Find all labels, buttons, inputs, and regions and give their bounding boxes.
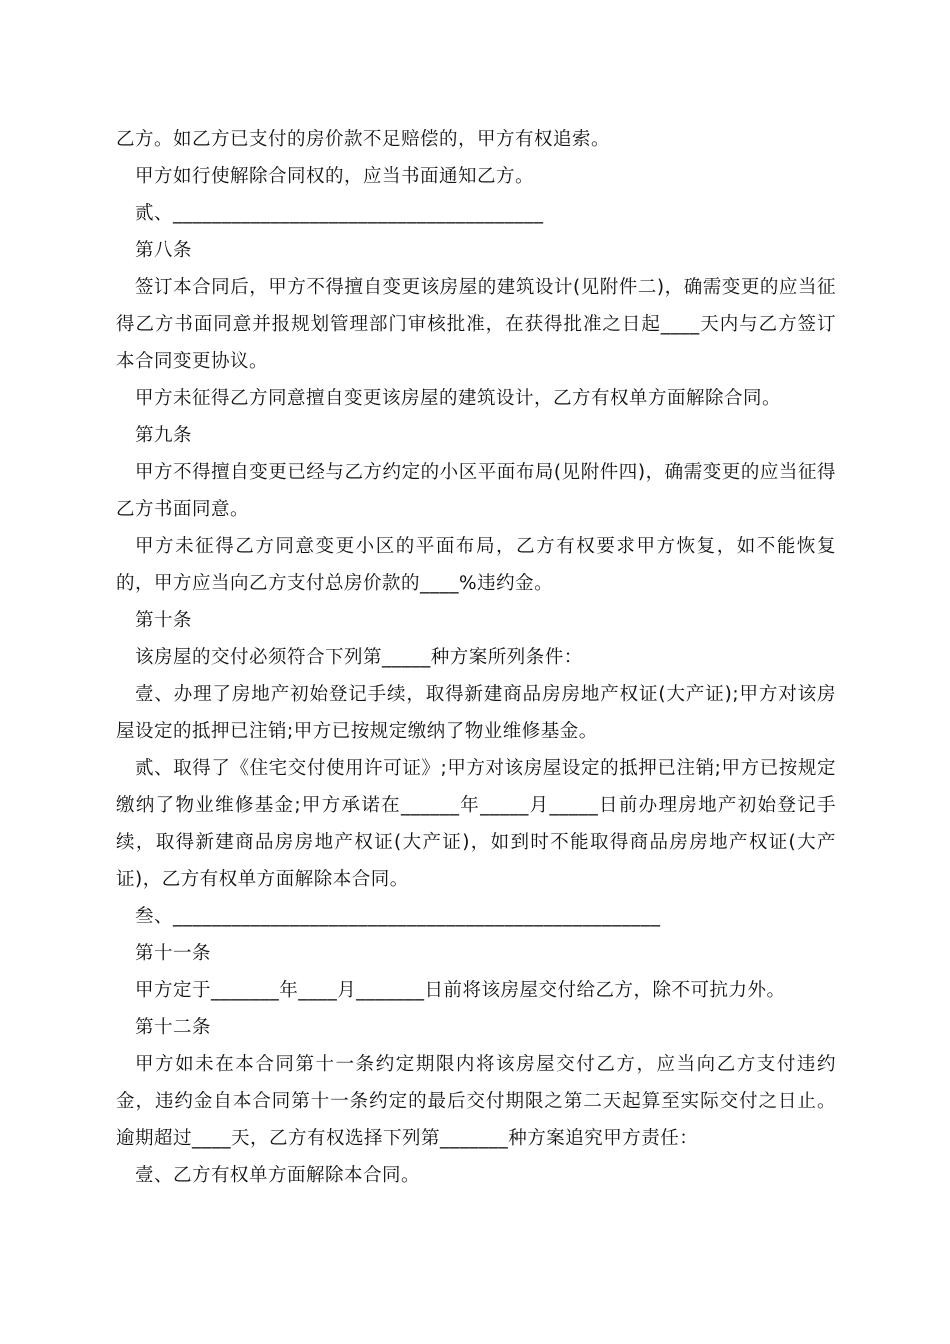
article-11-heading: 第十一条	[135, 943, 212, 964]
article-12-option-1: 壹、乙方有权单方面解除本合同。	[135, 1165, 421, 1186]
article-10-paragraph-1: 该房屋的交付必须符合下列第_____种方案所列条件：	[135, 647, 583, 668]
article-8-heading: 第八条	[135, 240, 193, 261]
paragraph-notice-clause: 甲方如行使解除合同权的，应当书面通知乙方。	[135, 166, 535, 187]
article-12-paragraph-1: 甲方如未在本合同第十一条约定期限内将该房屋交付乙方，应当向乙方支付违约金，违约金自本合同第十一条约定的最后交付期限之第二天起算至实际交付之日止。逾期超过____天，乙方有权选择下列第_______种方案追究甲方责任：	[116, 1054, 836, 1149]
document-body	[116, 121, 836, 1194]
article-8-paragraph-1: 签订本合同后，甲方不得擅自变更该房屋的建筑设计(见附件二)，确需变更的应当征得乙方书面同意并报规划管理部门审核批准，在获得批准之日起____天内与乙方签订本合同变更协议。	[116, 277, 836, 372]
article-10-option-3: 叁、__________________________________________________	[135, 906, 661, 927]
article-11-paragraph-1: 甲方定于_______年____月_______日前将该房屋交付给乙方，除不可抗力外。	[135, 980, 786, 1001]
article-9-paragraph-2: 甲方未征得乙方同意变更小区的平面布局，乙方有权要求甲方恢复，如不能恢复的，甲方应当向乙方支付总房价款的____%违约金。	[116, 536, 836, 594]
article-9-heading: 第九条	[135, 425, 193, 446]
article-9-paragraph-1: 甲方不得擅自变更已经与乙方约定的小区平面布局(见附件四)，确需变更的应当征得乙方书面同意。	[116, 462, 836, 520]
article-8-paragraph-2: 甲方未征得乙方同意擅自变更该房屋的建筑设计，乙方有权单方面解除合同。	[135, 388, 782, 409]
article-10-heading: 第十条	[135, 610, 193, 631]
paragraph-blank-item-2: 贰、______________________________________	[135, 203, 544, 224]
paragraph-continuation: 乙方。如乙方已支付的房价款不足赔偿的，甲方有权追索。	[116, 129, 611, 150]
article-10-option-1: 壹、办理了房地产初始登记手续，取得新建商品房房地产权证(大产证);甲方对该房屋设定的抵押已注销;甲方已按规定缴纳了物业维修基金。	[116, 684, 836, 742]
article-12-heading: 第十二条	[135, 1017, 212, 1038]
article-10-option-2: 贰、取得了《住宅交付使用许可证》;甲方对该房屋设定的抵押已注销;甲方已按规定缴纳了物业维修基金;甲方承诺在______年_____月_____日前办理房地产初始登记手续，取得新建商品房房地产权证(大产证)，如到时不能取得商品房房地产权证(大产证)，乙方有权单方面解除本合同。	[116, 758, 836, 890]
